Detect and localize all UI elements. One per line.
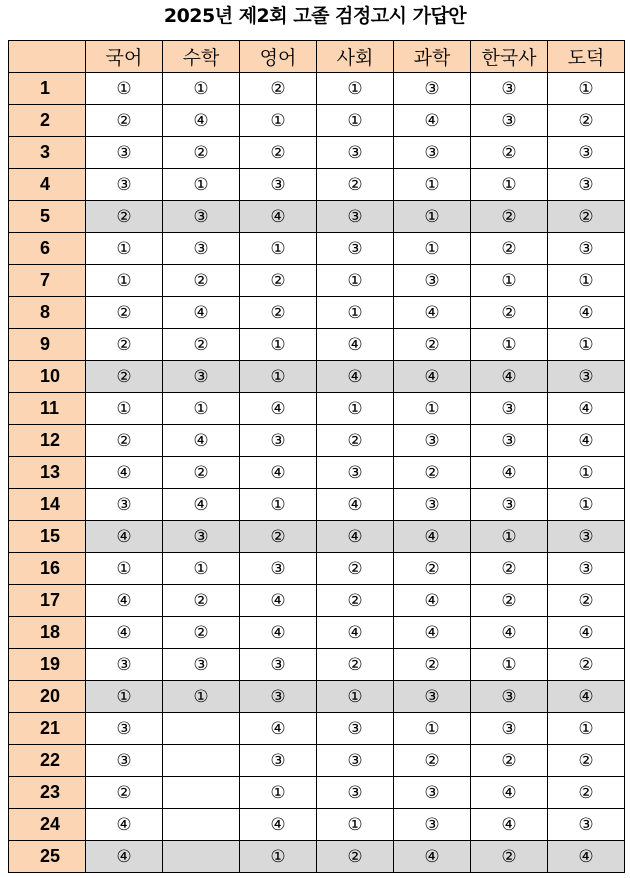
answer-cell: ② [240,521,317,553]
question-number: 12 [9,425,86,457]
answer-cell: ④ [317,489,394,521]
answer-cell: ③ [317,201,394,233]
table-row [9,393,625,425]
answer-cell: ① [240,777,317,809]
answer-cell: ④ [240,617,317,649]
answer-cell: ② [317,425,394,457]
question-number: 19 [9,649,86,681]
answer-cell: ① [163,681,240,713]
answer-cell [163,841,240,873]
answer-cell: ③ [394,265,471,297]
answer-cell: ② [471,585,548,617]
answer-cell: ③ [317,233,394,265]
answer-cell: ① [240,233,317,265]
answer-cell: ③ [86,713,163,745]
answer-cell: ② [471,841,548,873]
answer-cell: ② [548,585,625,617]
answer-cell: ① [163,553,240,585]
answer-cell: ① [471,265,548,297]
answer-cell: ② [163,585,240,617]
answer-cell: ④ [86,617,163,649]
answer-cell: ② [471,297,548,329]
question-number: 24 [9,809,86,841]
answer-cell: ④ [394,361,471,393]
answer-cell: ② [471,553,548,585]
answer-cell: ④ [86,521,163,553]
question-number: 6 [9,233,86,265]
question-number: 9 [9,329,86,361]
answer-cell: ② [317,553,394,585]
answer-cell: ① [240,105,317,137]
question-number: 13 [9,457,86,489]
answer-cell: ④ [394,841,471,873]
answer-cell: ① [86,553,163,585]
answer-cell: ③ [86,137,163,169]
answer-cell: ② [240,137,317,169]
answer-cell: ③ [471,713,548,745]
answer-cell: ② [471,137,548,169]
answer-cell: ① [394,201,471,233]
answer-cell: ① [163,169,240,201]
answer-cell [163,745,240,777]
subject-header: 도덕 [548,41,625,73]
table-row [9,201,625,233]
answer-cell: ③ [163,233,240,265]
answer-cell: ① [548,265,625,297]
answer-cell: ③ [548,233,625,265]
subject-header: 국어 [86,41,163,73]
answer-cell: ③ [86,169,163,201]
answer-cell: ① [471,169,548,201]
answer-cell: ③ [471,73,548,105]
answer-cell: ① [394,233,471,265]
answer-cell: ① [471,521,548,553]
answer-cell: ④ [548,617,625,649]
answer-cell: ① [548,457,625,489]
answer-cell: ③ [394,73,471,105]
answer-cell: ③ [240,425,317,457]
answer-table-body [9,73,625,873]
table-row [9,425,625,457]
answer-cell: ④ [163,297,240,329]
answer-cell: ① [548,713,625,745]
answer-cell: ④ [471,361,548,393]
answer-cell: ① [240,841,317,873]
table-row [9,777,625,809]
subject-header: 사회 [317,41,394,73]
answer-cell: ① [317,809,394,841]
answer-cell: ④ [317,617,394,649]
table-row [9,809,625,841]
answer-cell: ④ [240,713,317,745]
answer-cell: ③ [471,425,548,457]
answer-cell: ④ [317,329,394,361]
answer-cell: ③ [548,809,625,841]
answer-cell: ① [471,329,548,361]
answer-cell: ② [471,233,548,265]
answer-cell: ② [394,553,471,585]
answer-cell: ④ [240,809,317,841]
question-number: 8 [9,297,86,329]
answer-cell: ④ [317,361,394,393]
question-number: 17 [9,585,86,617]
answer-cell: ④ [86,585,163,617]
answer-cell: ② [394,329,471,361]
answer-cell: ② [471,745,548,777]
answer-cell: ① [394,169,471,201]
question-number: 7 [9,265,86,297]
question-number: 18 [9,617,86,649]
answer-cell: ① [86,233,163,265]
answer-cell: ② [240,265,317,297]
question-number: 14 [9,489,86,521]
answer-cell: ④ [86,457,163,489]
answer-cell: ② [317,169,394,201]
answer-cell: ④ [548,297,625,329]
table-row [9,745,625,777]
answer-cell: ② [317,585,394,617]
answer-cell: ③ [163,361,240,393]
table-row [9,649,625,681]
answer-cell: ④ [86,809,163,841]
question-number: 3 [9,137,86,169]
answer-cell: ③ [86,745,163,777]
answer-cell: ③ [471,393,548,425]
answer-cell: ② [86,297,163,329]
table-row [9,617,625,649]
question-number: 2 [9,105,86,137]
table-row [9,137,625,169]
answer-cell: ② [86,425,163,457]
answer-cell: ④ [86,841,163,873]
answer-cell: ② [548,745,625,777]
answer-cell: ④ [471,809,548,841]
answer-cell: ① [548,489,625,521]
answer-cell: ① [317,681,394,713]
answer-cell: ① [548,329,625,361]
answer-cell: ③ [548,553,625,585]
answer-cell: ② [240,297,317,329]
answer-cell: ④ [240,393,317,425]
answer-cell: ③ [317,777,394,809]
question-number: 15 [9,521,86,553]
answer-cell: ② [548,777,625,809]
question-number: 16 [9,553,86,585]
table-row [9,73,625,105]
answer-cell: ③ [471,105,548,137]
answer-cell: ② [163,617,240,649]
answer-cell: ③ [471,681,548,713]
answer-cell: ③ [394,809,471,841]
answer-cell: ② [240,73,317,105]
answer-cell: ② [394,457,471,489]
answer-cell: ① [240,489,317,521]
answer-cell: ① [317,297,394,329]
answer-cell: ④ [394,521,471,553]
answer-cell: ① [86,265,163,297]
answer-cell: ② [548,105,625,137]
answer-cell: ④ [240,585,317,617]
answer-cell: ③ [394,425,471,457]
table-row [9,265,625,297]
table-row [9,681,625,713]
answer-cell: ② [86,329,163,361]
answer-table [8,40,625,873]
answer-cell: ③ [240,681,317,713]
table-row [9,457,625,489]
answer-cell [163,713,240,745]
answer-cell: ② [394,649,471,681]
header-row [9,41,625,73]
answer-cell: ① [471,649,548,681]
table-row [9,169,625,201]
table-row [9,297,625,329]
answer-cell: ④ [163,425,240,457]
answer-cell: ④ [394,585,471,617]
question-number: 10 [9,361,86,393]
answer-cell: ④ [548,393,625,425]
answer-cell: ① [317,393,394,425]
answer-cell: ③ [394,489,471,521]
question-number: 11 [9,393,86,425]
page-title: 2025년 제2회 고졸 검정고시 가답안 [163,5,467,27]
answer-cell: ② [86,777,163,809]
header-corner-cell [9,41,86,73]
table-row [9,329,625,361]
answer-cell: ④ [548,681,625,713]
answer-cell: ② [163,329,240,361]
answer-cell: ① [240,361,317,393]
question-number: 21 [9,713,86,745]
question-number: 22 [9,745,86,777]
answer-cell: ② [548,201,625,233]
answer-cell: ③ [240,745,317,777]
answer-cell: ② [317,841,394,873]
answer-cell: ④ [394,617,471,649]
table-row [9,521,625,553]
answer-cell: ① [86,681,163,713]
table-row [9,105,625,137]
answer-cell: ② [86,201,163,233]
answer-cell: ① [163,73,240,105]
answer-cell: ① [394,393,471,425]
table-row [9,841,625,873]
answer-cell: ② [317,649,394,681]
answer-cell: ④ [240,457,317,489]
answer-cell: ② [163,137,240,169]
table-row [9,585,625,617]
answer-cell: ① [163,393,240,425]
table-row [9,489,625,521]
answer-cell: ① [548,73,625,105]
answer-cell: ④ [471,777,548,809]
table-row [9,361,625,393]
answer-cell [163,809,240,841]
answer-cell: ③ [317,457,394,489]
answer-cell: ③ [163,521,240,553]
answer-cell: ③ [394,681,471,713]
table-row [9,233,625,265]
question-number: 4 [9,169,86,201]
answer-cell: ③ [317,745,394,777]
answer-cell: ④ [240,201,317,233]
answer-cell: ② [394,745,471,777]
table-row [9,713,625,745]
answer-cell: ④ [394,105,471,137]
answer-cell: ③ [86,649,163,681]
answer-cell: ④ [163,105,240,137]
answer-cell: ④ [548,841,625,873]
answer-cell: ③ [240,169,317,201]
answer-cell: ① [86,393,163,425]
answer-cell: ② [86,361,163,393]
answer-cell: ③ [163,201,240,233]
answer-cell: ① [317,265,394,297]
answer-cell: ① [240,329,317,361]
table-row [9,553,625,585]
answer-cell: ② [548,649,625,681]
question-number: 1 [9,73,86,105]
answer-cell: ③ [317,713,394,745]
answer-cell: ① [317,105,394,137]
answer-cell: ③ [548,361,625,393]
answer-cell: ③ [240,649,317,681]
answer-cell: ② [471,201,548,233]
question-number: 25 [9,841,86,873]
answer-cell: ① [317,73,394,105]
subject-header: 영어 [240,41,317,73]
answer-cell: ③ [471,489,548,521]
question-number: 20 [9,681,86,713]
subject-header: 과학 [394,41,471,73]
answer-cell: ④ [471,617,548,649]
answer-cell: ② [86,105,163,137]
answer-cell: ③ [548,169,625,201]
answer-cell: ② [163,457,240,489]
answer-cell: ④ [394,297,471,329]
answer-cell: ① [394,713,471,745]
answer-cell: ③ [394,137,471,169]
question-number: 23 [9,777,86,809]
answer-cell: ③ [317,137,394,169]
answer-cell: ③ [240,553,317,585]
answer-cell: ③ [548,137,625,169]
answer-cell: ① [86,73,163,105]
answer-cell: ③ [86,489,163,521]
answer-cell: ③ [394,777,471,809]
answer-cell: ③ [548,521,625,553]
answer-cell: ③ [163,649,240,681]
answer-cell [163,777,240,809]
subject-header: 수학 [163,41,240,73]
answer-cell: ④ [471,457,548,489]
question-number: 5 [9,201,86,233]
answer-cell: ② [163,265,240,297]
answer-cell: ④ [163,489,240,521]
answer-cell: ④ [548,425,625,457]
subject-header: 한국사 [471,41,548,73]
answer-cell: ④ [317,521,394,553]
